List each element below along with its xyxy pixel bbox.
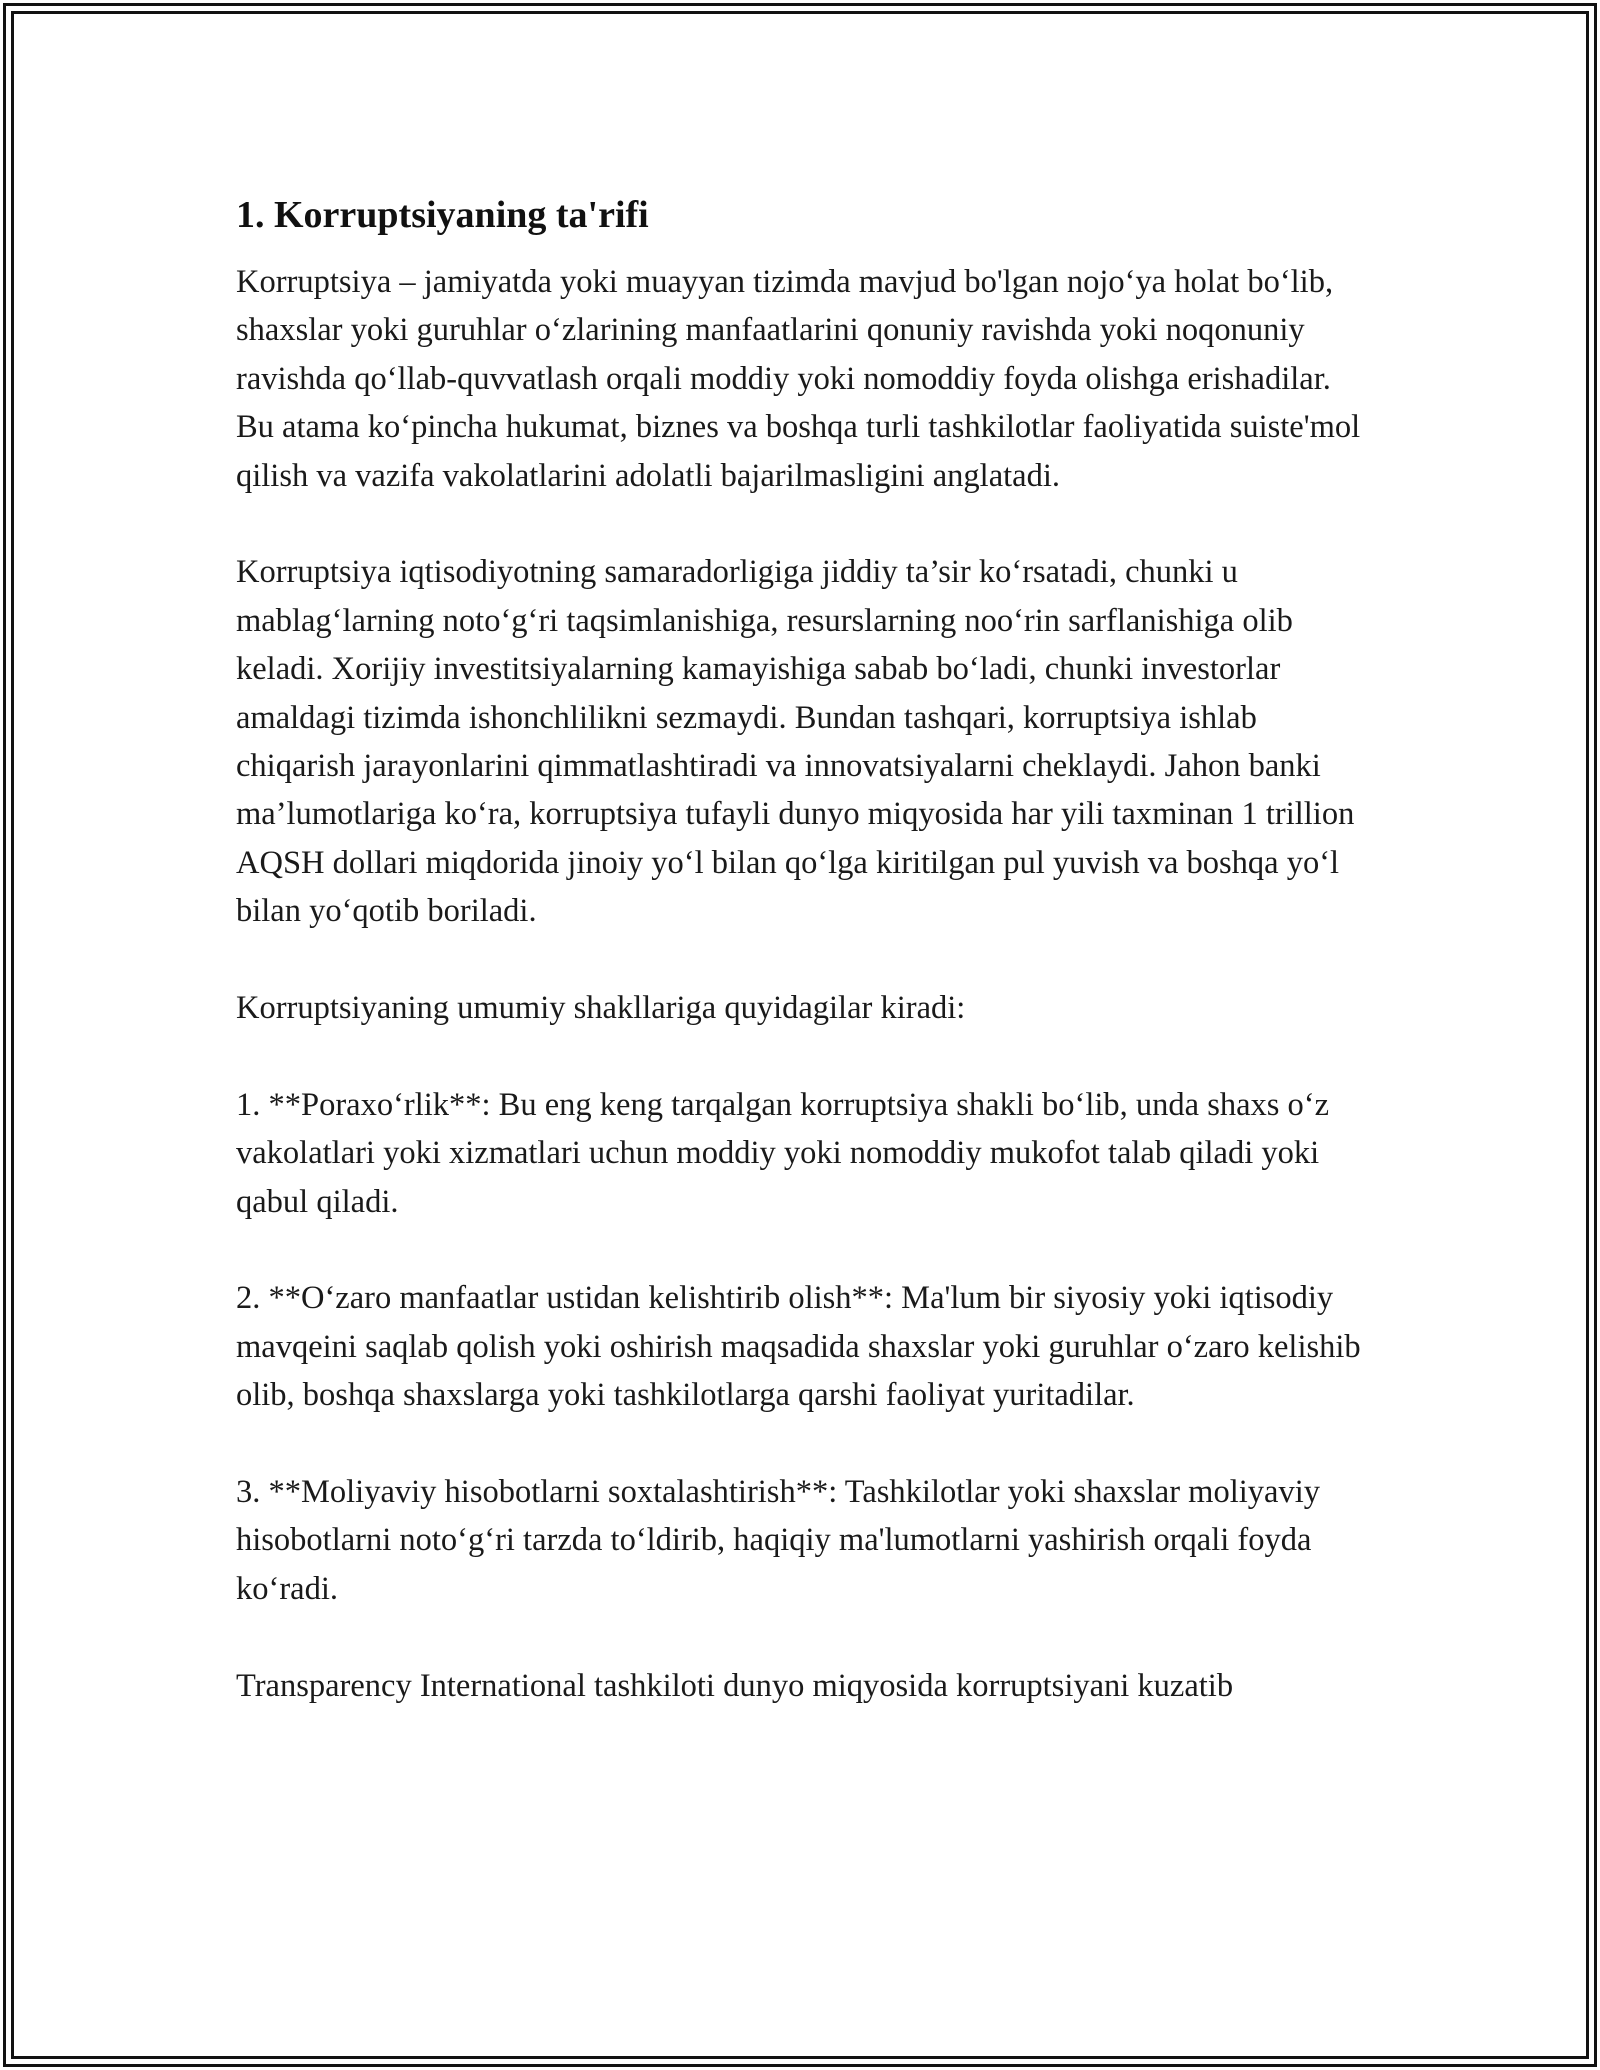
list-item-financial-fraud: 3. **Moliyaviy hisobotlarni soxtalashtirish**: Tashkilotlar yoki shaxslar moliyaviy hisobotlarni noto‘g‘ri tarzda to‘ldirib, haqiqiy ma'lumotlarni yashirish orqali foyda ko‘radi. bbox=[236, 1474, 1320, 1607]
list-item-collusion: 2. **O‘zaro manfaatlar ustidan kelishtirib olish**: Ma'lum bir siyosiy yoki iqtisodiy mavqeini saqlab qolish yoki oshirish maqsadida shaxslar yoki guruhlar o‘zaro kelishib olib, boshqa shaxslarga yoki tashkilotlarga qarshi faoliyat yuritadilar. bbox=[236, 1280, 1361, 1414]
section-heading: 1. Korruptsiyaning ta'rifi bbox=[236, 194, 649, 236]
list-item-bribery: 1. **Poraxo‘rlik**: Bu eng keng tarqalgan korruptsiya shakli bo‘lib, unda shaxs o‘z vakolatlari yoki xizmatlari uchun moddiy yoki nomoddiy mukofot talab qiladi yoki qabul qiladi. bbox=[236, 1086, 1330, 1220]
paragraph-forms-intro: Korruptsiyaning umumiy shakllariga quyidagilar kiradi: bbox=[236, 990, 966, 1027]
paragraph-definition: Korruptsiya – jamiyatda yoki muayyan tizimda mavjud bo'lgan nojo‘ya holat bo‘lib, shaxslar yoki guruhlar o‘zlarining manfaatlarini qonuniy ravishda yoki noqonuniy ravishda qo‘llab-quvvatlash orqali moddiy yoki nomoddiy foyda olishga erishadilar. Bu atama ko‘pincha hukumat, biznes va boshqa turli tashkilotlar faoliyatida suiste'mol qilish va vazifa vakolatlarini adolatli bajarilmasligini anglatadi. bbox=[236, 264, 1361, 494]
document-page bbox=[236, 180, 1376, 1710]
paragraph-economic-impact: Korruptsiya iqtisodiyotning samaradorligiga jiddiy ta’sir ko‘rsatadi, chunki u mablag‘larning noto‘g‘ri taqsimlanishiga, resurslarning noo‘rin sarflanishiga olib keladi. Xorijiy investitsiyalarning kamayishiga sabab bo‘ladi, chunki investorlar amaldagi tizimda ishonchlilikni sezmaydi. Bundan tashqari, korruptsiya ishlab chiqarish jarayonlarini qimmatlashtiradi va innovatsiyalarni cheklaydi. Jahon banki ma’lumotlariga ko‘ra, korruptsiya tufayli dunyo miqyosida har yili taxminan 1 trillion AQSH dollari miqdorida jinoiy yo‘l bilan qo‘lga kiritilgan pul yuvish va boshqa yo‘l bilan yo‘qotib boriladi. bbox=[236, 554, 1355, 930]
paragraph-transparency-international: Transparency International tashkiloti dunyo miqyosida korruptsiyani kuzatib bbox=[236, 1667, 1234, 1704]
